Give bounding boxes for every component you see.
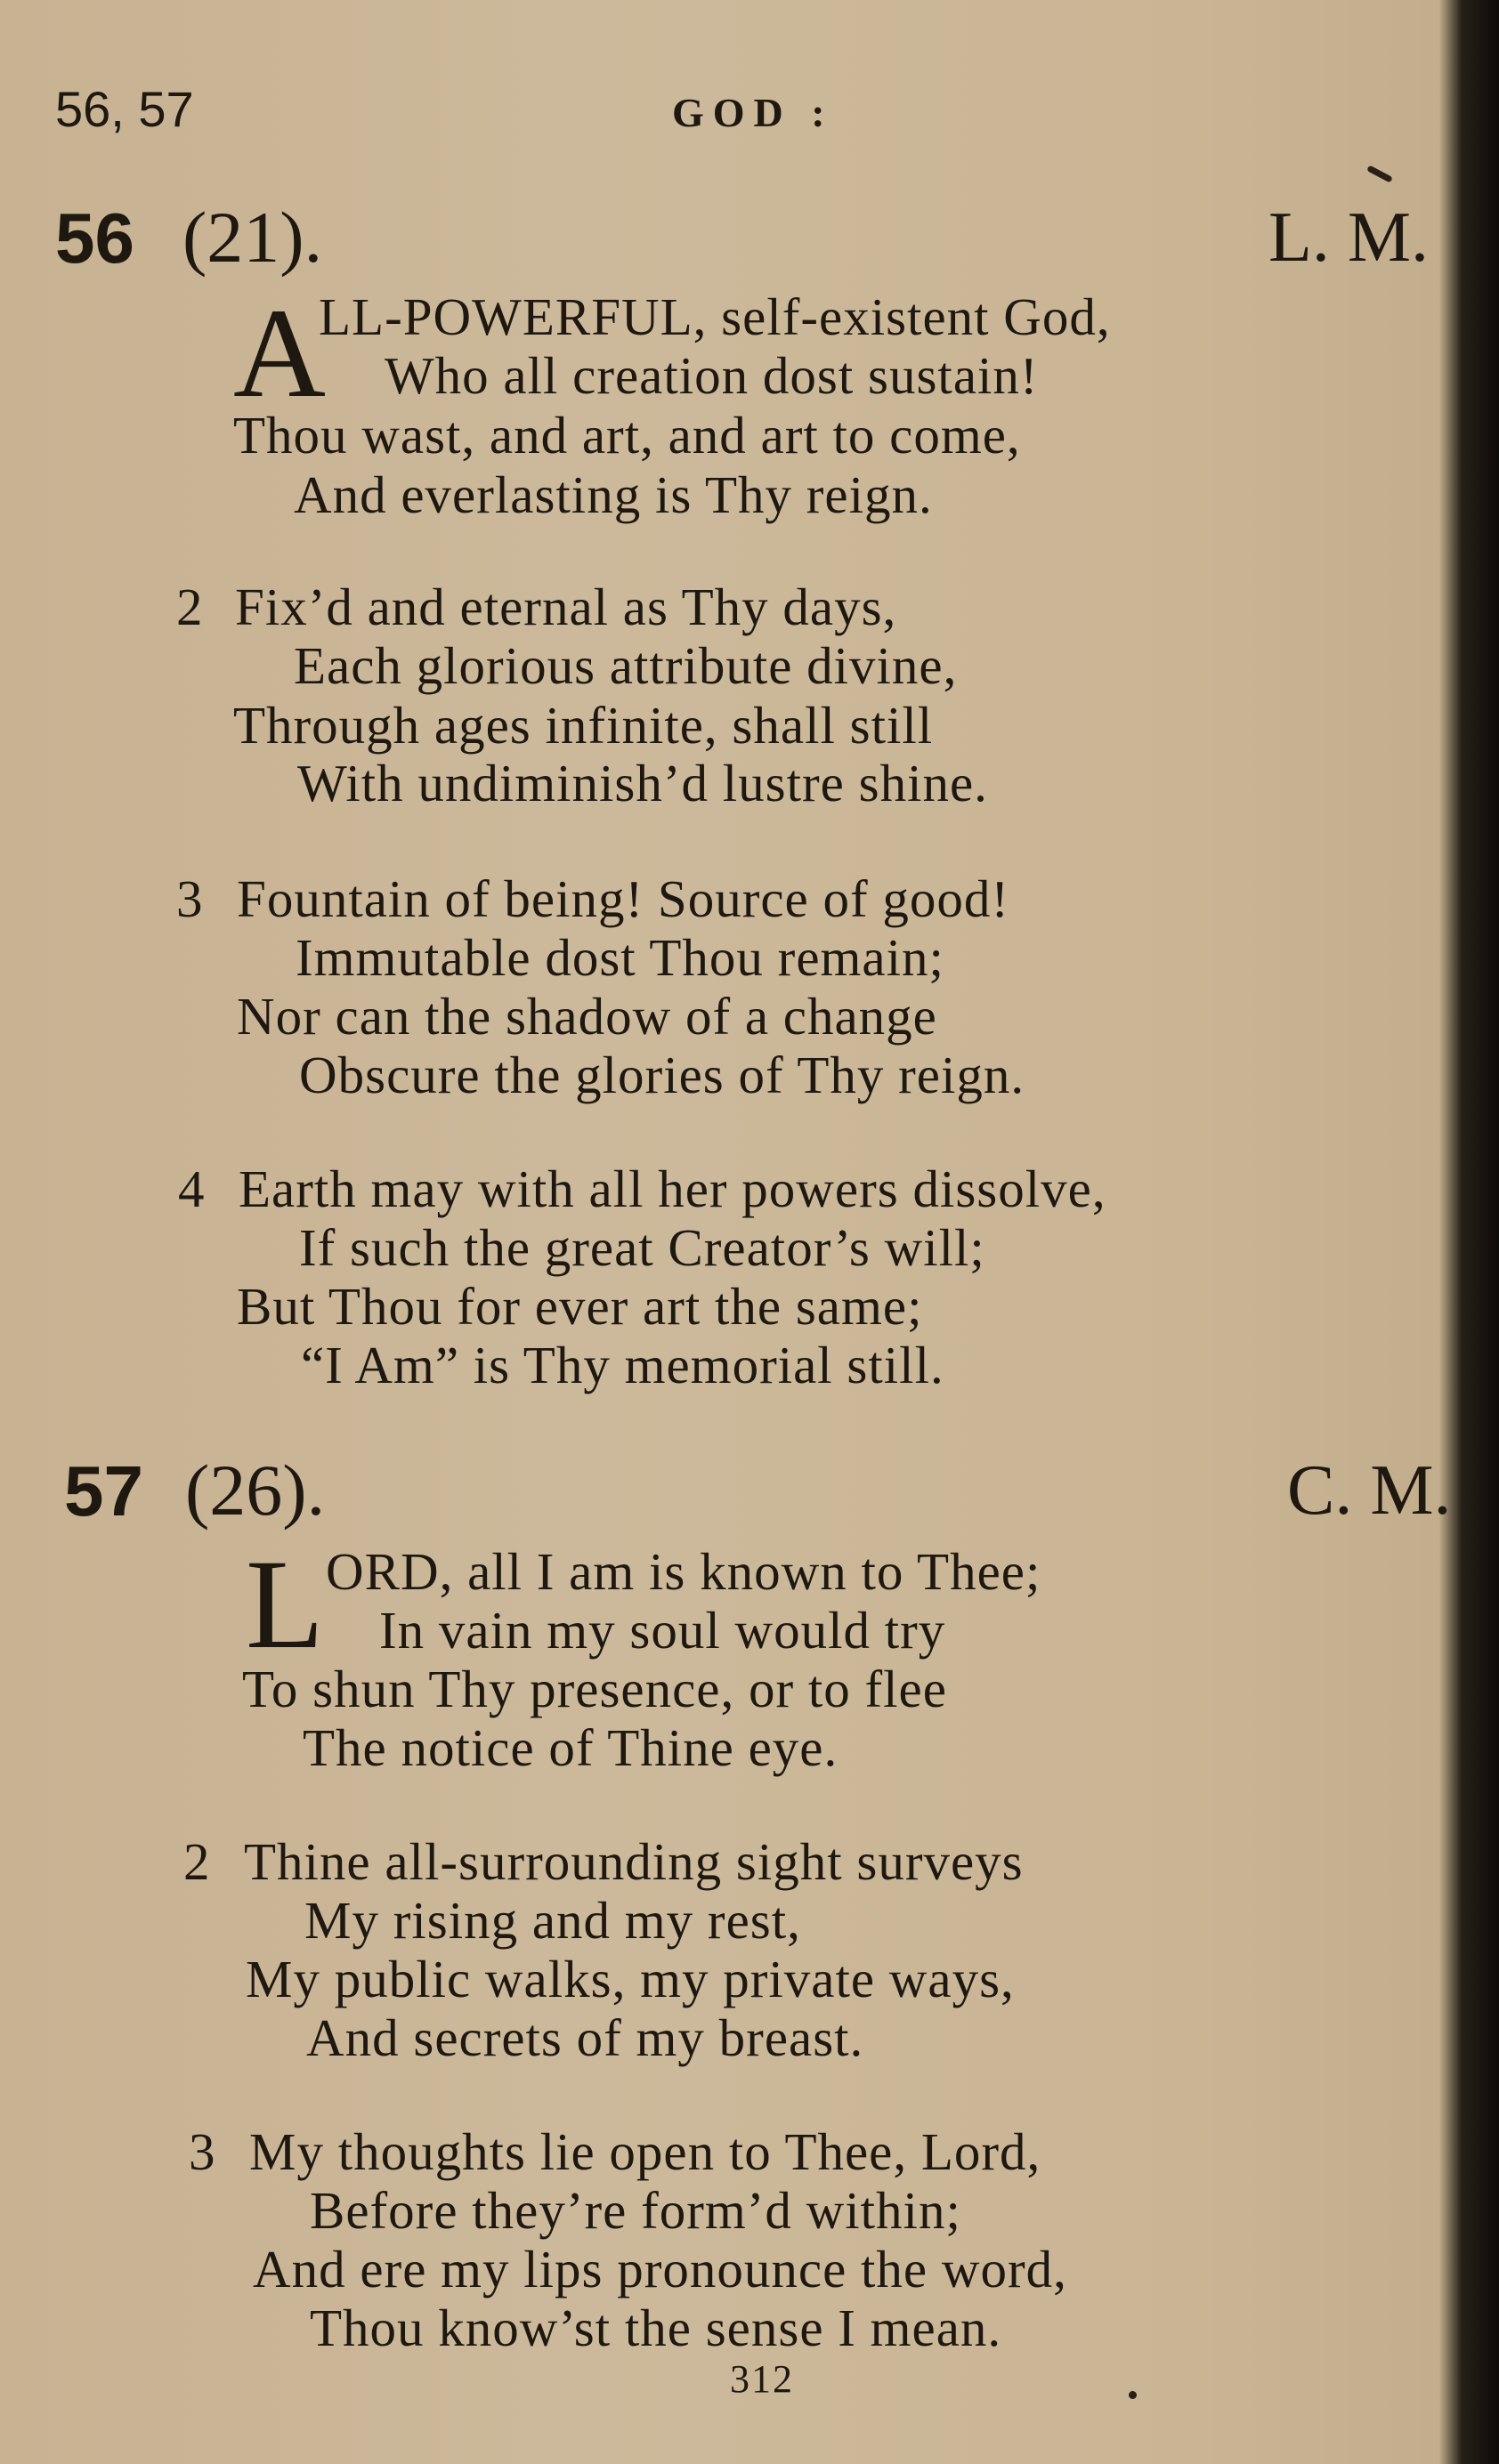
verse-line: Thou wast, and art, and art to come, xyxy=(233,406,1021,465)
verse-line: With undiminish’d lustre shine. xyxy=(297,754,988,812)
verse-line: Fix’d and eternal as Thy days, xyxy=(235,578,897,636)
verse-line: My public walks, my private ways, xyxy=(246,1950,1015,2008)
hymn-meter: C. M. xyxy=(1287,1451,1452,1530)
verse-line: Obscure the glories of Thy reign. xyxy=(299,1046,1025,1104)
verse-line: Fountain of being! Source of good! xyxy=(237,869,1010,928)
verse-line: But Thou for ever art the same; xyxy=(237,1277,923,1336)
verse-number: 2 xyxy=(176,578,203,636)
verse-line: Each glorious attribute divine, xyxy=(294,636,958,695)
verse-line: Thine all-surrounding sight surveys xyxy=(244,1832,1024,1891)
verse-line: “I Am” is Thy memorial still. xyxy=(301,1336,944,1394)
page-number-footer: 312 xyxy=(730,2357,794,2401)
verse-line: Through ages infinite, shall still xyxy=(233,696,934,755)
verse-line: Nor can the shadow of a change xyxy=(237,987,937,1046)
verse-line: Before they’re form’d within; xyxy=(310,2181,961,2240)
running-title: GOD : xyxy=(672,90,834,135)
hymn-number: 57 xyxy=(64,1451,143,1531)
verse-line: And everlasting is Thy reign. xyxy=(294,465,933,524)
verse-line: Thou know’st the sense I mean. xyxy=(310,2298,1002,2357)
verse-line: Immutable dost Thou remain; xyxy=(296,928,944,987)
hymn-meter: L. M. xyxy=(1268,198,1429,277)
drop-cap: L xyxy=(246,1534,324,1676)
drop-cap: A xyxy=(233,283,326,424)
hymn-ref: (21). xyxy=(182,197,323,278)
page-numbers-header: 56, 57 xyxy=(55,81,194,137)
verse-line: Who all creation dost sustain! xyxy=(385,346,1039,405)
verse-line: And ere my lips pronounce the word, xyxy=(253,2240,1067,2298)
hymn-number: 56 xyxy=(55,198,134,278)
verse-line: The notice of Thine eye. xyxy=(303,1718,839,1777)
verse-line: LL-POWERFUL, self-existent God, xyxy=(319,287,1111,346)
verse-line: And secrets of my breast. xyxy=(306,2008,864,2067)
ink-speck xyxy=(1366,165,1393,182)
verse-line: ORD, all I am is known to Thee; xyxy=(326,1542,1041,1601)
verse-number: 3 xyxy=(176,869,203,928)
verse-line: If such the great Creator’s will; xyxy=(299,1218,985,1277)
verse-line: My thoughts lie open to Thee, Lord, xyxy=(249,2122,1041,2181)
verse-line: In vain my soul would try xyxy=(379,1601,946,1660)
verse-number: 4 xyxy=(178,1159,205,1218)
verse-number: 3 xyxy=(189,2122,215,2181)
ink-speck xyxy=(1129,2391,1137,2399)
verse-number: 2 xyxy=(183,1832,210,1891)
verse-line: Earth may with all her powers dissolve, xyxy=(239,1159,1106,1218)
verse-line: To shun Thy presence, or to flee xyxy=(242,1660,947,1718)
hymn-ref: (26). xyxy=(185,1450,326,1531)
verse-line: My rising and my rest, xyxy=(304,1891,801,1950)
